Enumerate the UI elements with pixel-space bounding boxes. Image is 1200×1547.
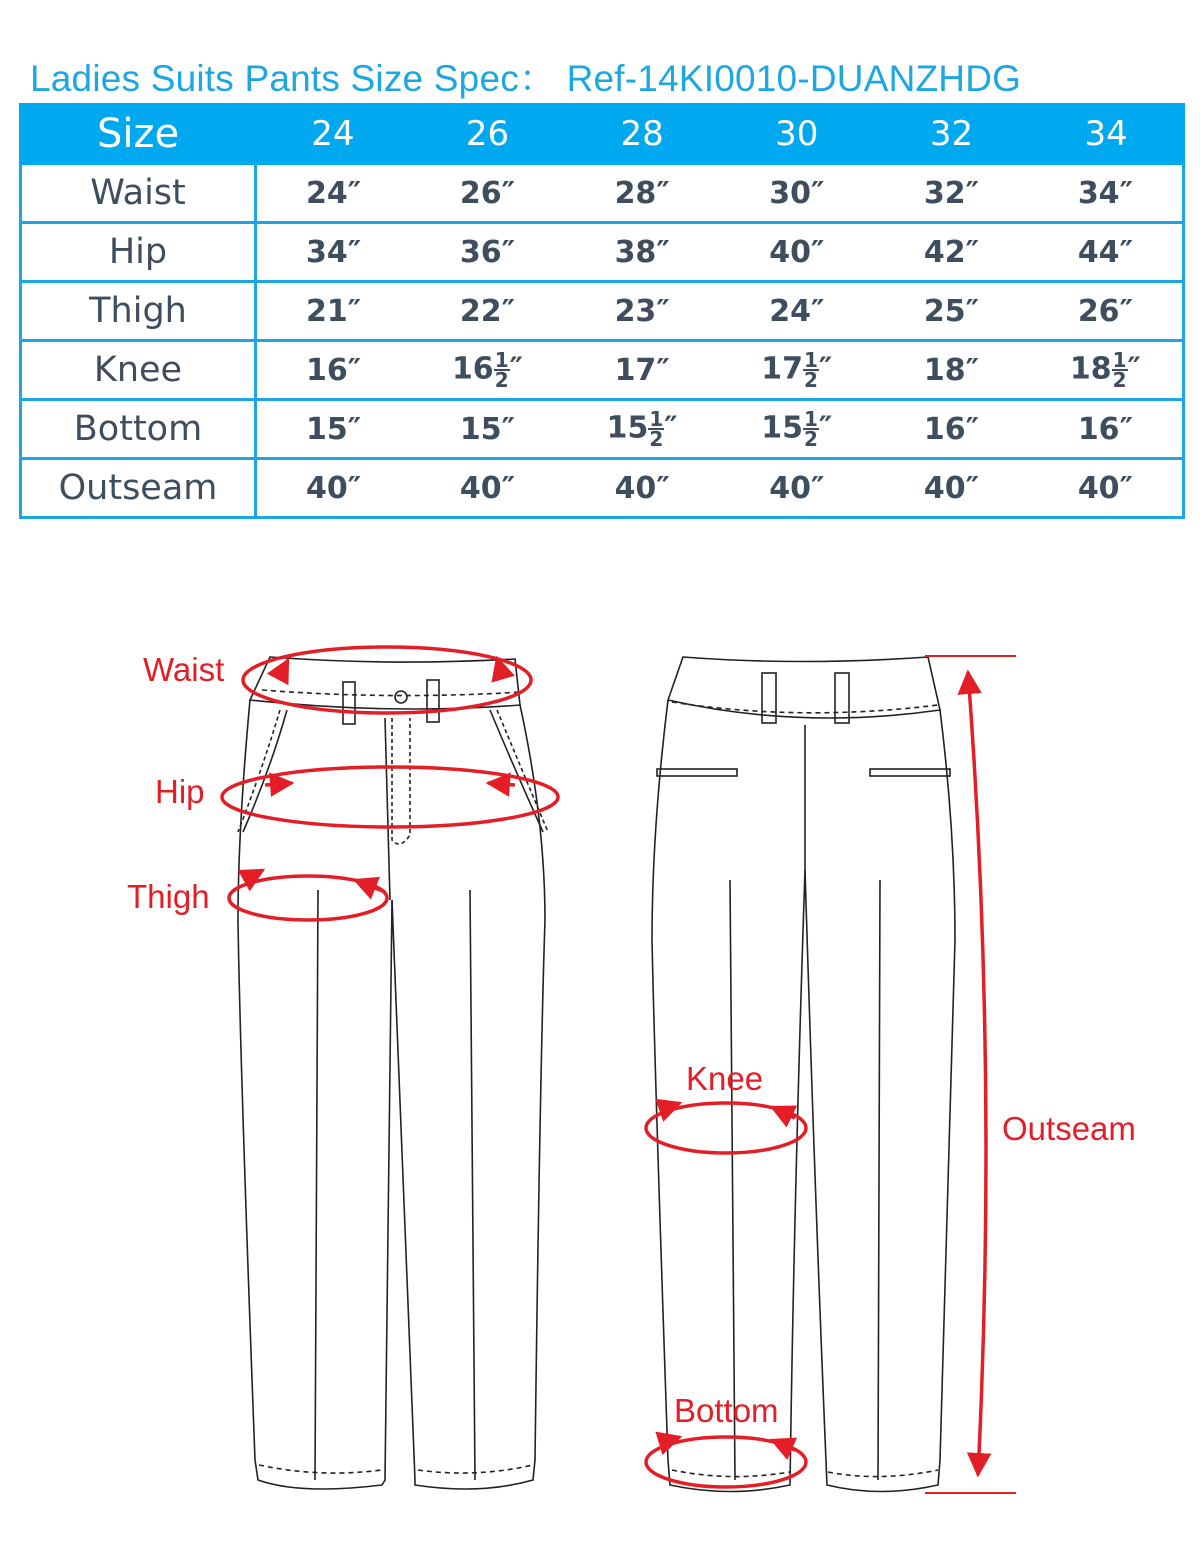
inch-mark: ″ (347, 293, 362, 329)
inch-mark: ″ (656, 293, 670, 329)
size-column-header: 30 (719, 105, 874, 164)
table-row (21, 282, 1184, 341)
value-whole: 15 (606, 410, 649, 446)
measurement-value (565, 282, 720, 341)
pants-front-view (238, 657, 548, 1489)
measurement-value (256, 400, 411, 459)
value-whole: 36 (459, 234, 502, 270)
inch-mark: ″ (965, 352, 980, 388)
value-whole: 32 (923, 175, 966, 211)
inch-mark: ″ (965, 234, 980, 270)
measurement-value (256, 282, 411, 341)
measurement-value (874, 341, 1029, 400)
table-header-row (21, 105, 1184, 164)
measurement-value (410, 341, 565, 400)
measurement-value (1029, 400, 1184, 459)
inch-mark: ″ (656, 352, 670, 388)
inch-mark: ″ (501, 411, 516, 447)
measurement-markings (222, 647, 1016, 1493)
value-whole: 15 (306, 411, 348, 447)
value-whole: 24 (306, 175, 348, 211)
value-fraction: $\frac{1}{2}$ (649, 407, 664, 451)
value-whole: 40 (1077, 470, 1120, 506)
inch-mark: ″ (810, 234, 825, 270)
value-whole: 22 (459, 293, 502, 329)
value-whole: 23 (614, 293, 657, 329)
measurement-value (565, 400, 720, 459)
measurement-value (410, 400, 565, 459)
inch-mark: ″ (347, 175, 362, 211)
value-whole: 18 (923, 352, 966, 388)
value-whole: 24 (769, 293, 811, 329)
measurement-value (874, 400, 1029, 459)
inch-mark: ″ (501, 234, 516, 270)
inch-mark: ″ (810, 470, 825, 506)
inch-mark: ″ (656, 234, 670, 270)
size-header-label: Size (21, 105, 256, 164)
value-whole: 30 (769, 175, 811, 211)
value-whole: 16 (306, 352, 348, 388)
value-whole: 16 (923, 411, 966, 447)
inch-mark: ″ (347, 470, 362, 506)
measurement-label: Knee (21, 341, 256, 400)
inch-mark: ″ (965, 470, 980, 506)
measurement-value (410, 459, 565, 518)
measurement-value (1029, 341, 1184, 400)
size-column-header: 26 (410, 105, 565, 164)
table-row (21, 459, 1184, 518)
inch-mark: ″ (818, 410, 833, 446)
table-row (21, 164, 1184, 223)
measurement-value (1029, 282, 1184, 341)
measurement-value (719, 400, 874, 459)
measurement-value (256, 459, 411, 518)
value-fraction: $\frac{1}{2}$ (804, 348, 818, 392)
value-fraction: $\frac{1}{2}$ (494, 348, 509, 392)
value-whole: 26 (1077, 293, 1120, 329)
measurement-value (410, 282, 565, 341)
inch-mark: ″ (965, 175, 980, 211)
inch-mark: ″ (1119, 411, 1133, 447)
measurement-label: Thigh (21, 282, 256, 341)
inch-mark: ″ (501, 175, 516, 211)
page-title: Ladies Suits Pants Size Spec： Ref-14KI0010-DUANZHDG (30, 58, 1022, 99)
measurement-value (719, 459, 874, 518)
measurement-value (874, 164, 1029, 223)
value-fraction: $\frac{1}{2}$ (804, 407, 818, 451)
knee-label: Knee (686, 1060, 764, 1097)
measurement-value (719, 223, 874, 282)
outseam-label: Outseam (1002, 1110, 1136, 1147)
value-whole: 40 (923, 470, 966, 506)
inch-mark: ″ (818, 351, 833, 387)
measurement-value (1029, 164, 1184, 223)
inch-mark: ″ (810, 175, 825, 211)
size-column-header: 32 (874, 105, 1029, 164)
inch-mark: ″ (347, 411, 362, 447)
measurement-value (256, 341, 411, 400)
value-whole: 40 (306, 470, 348, 506)
measurement-value (256, 223, 411, 282)
inch-mark: ″ (347, 352, 362, 388)
value-whole: 15 (459, 411, 502, 447)
measurement-label: Hip (21, 223, 256, 282)
value-whole: 17 (761, 351, 803, 387)
measurement-value (874, 282, 1029, 341)
value-whole: 38 (614, 234, 657, 270)
table-row (21, 223, 1184, 282)
inch-mark: ″ (1119, 175, 1133, 211)
measurement-value (719, 341, 874, 400)
value-whole: 15 (761, 410, 803, 446)
measurement-value (565, 341, 720, 400)
value-whole: 40 (769, 470, 811, 506)
measurement-label: Waist (21, 164, 256, 223)
measurement-label: Bottom (21, 400, 256, 459)
measurement-value (1029, 459, 1184, 518)
measurement-value (565, 164, 720, 223)
inch-mark: ″ (1127, 351, 1141, 387)
value-whole: 16 (1077, 411, 1120, 447)
size-column-header: 28 (565, 105, 720, 164)
inch-mark: ″ (656, 175, 670, 211)
value-whole: 28 (614, 175, 657, 211)
inch-mark: ″ (810, 293, 825, 329)
inch-mark: ″ (1119, 293, 1133, 329)
inch-mark: ″ (501, 470, 516, 506)
value-whole: 44 (1077, 234, 1120, 270)
inch-mark: ″ (656, 470, 670, 506)
measurement-value (565, 459, 720, 518)
inch-mark: ″ (664, 410, 678, 446)
measurement-value (1029, 223, 1184, 282)
measurement-value (256, 164, 411, 223)
table-row (21, 341, 1184, 400)
inch-mark: ″ (509, 351, 524, 387)
value-whole: 34 (1077, 175, 1120, 211)
measurement-value (410, 223, 565, 282)
measurement-value (874, 459, 1029, 518)
value-whole: 42 (923, 234, 966, 270)
size-spec-table (19, 103, 1185, 519)
value-whole: 16 (451, 351, 494, 387)
size-column-header: 24 (256, 105, 411, 164)
value-whole: 40 (769, 234, 811, 270)
value-whole: 34 (306, 234, 348, 270)
table-row (21, 400, 1184, 459)
thigh-label: Thigh (127, 878, 210, 915)
inch-mark: ″ (1119, 234, 1133, 270)
value-whole: 40 (614, 470, 657, 506)
size-column-header: 34 (1029, 105, 1184, 164)
measurement-label: Outseam (21, 459, 256, 518)
value-whole: 18 (1069, 351, 1112, 387)
value-fraction: $\frac{1}{2}$ (1112, 348, 1127, 392)
inch-mark: ″ (347, 234, 362, 270)
inch-mark: ″ (965, 411, 980, 447)
hip-label: Hip (155, 773, 205, 810)
measurement-value (719, 164, 874, 223)
value-whole: 26 (459, 175, 502, 211)
value-whole: 21 (306, 293, 348, 329)
measurement-value (410, 164, 565, 223)
measurement-value (719, 282, 874, 341)
waist-label: Waist (143, 651, 225, 688)
value-whole: 40 (459, 470, 502, 506)
value-whole: 17 (614, 352, 657, 388)
measurement-value (565, 223, 720, 282)
bottom-label: Bottom (674, 1392, 779, 1429)
measurement-diagram (0, 600, 1200, 1547)
inch-mark: ″ (1119, 470, 1133, 506)
inch-mark: ″ (965, 293, 980, 329)
measurement-value (874, 223, 1029, 282)
value-whole: 25 (923, 293, 966, 329)
inch-mark: ″ (501, 293, 516, 329)
